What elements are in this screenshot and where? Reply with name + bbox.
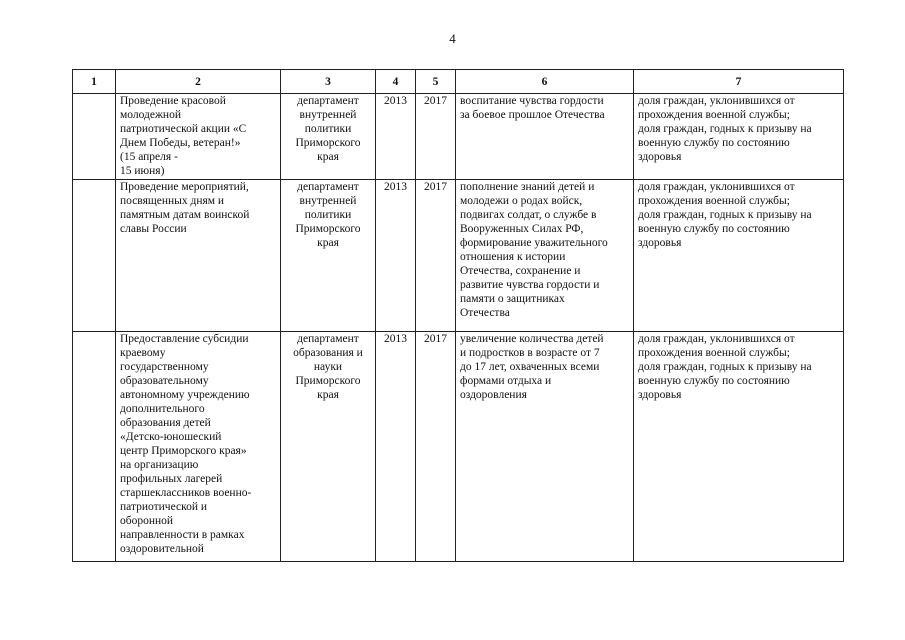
start-year-cell: 2013	[376, 332, 416, 562]
table-row	[73, 180, 844, 332]
activity-cell: Предоставление субсидии краевому государственному образовательному автономному учреждению дополнительного образования детей «Детско-юношеский центр Приморского края» на организацию профильных лагерей старшеклассников военно- патриотической и оборонной направленности в рамках оздоровительной	[116, 332, 281, 562]
column-header-5: 5	[416, 70, 456, 94]
activity-cell: Проведение красовой молодежной патриотической акции «С Днем Победы, ветеран!» (15 апреля - 15 июня)	[116, 94, 281, 180]
end-year-cell: 2017	[416, 332, 456, 562]
column-header-7: 7	[634, 70, 844, 94]
column-header-1: 1	[73, 70, 116, 94]
expected-result-cell: увеличение количества детей и подростков в возрасте от 7 до 17 лет, охваченных всеми формами отдыха и оздоровления	[456, 332, 634, 562]
row-number-cell	[73, 332, 116, 562]
column-header-4: 4	[376, 70, 416, 94]
indicator-cell: доля граждан, уклонившихся от прохождения военной службы; доля граждан, годных к призыву на военную службу по состоянию здоровья	[634, 332, 844, 562]
start-year-cell: 2013	[376, 180, 416, 332]
column-header-6: 6	[456, 70, 634, 94]
expected-result-cell: пополнение знаний детей и молодежи о родах войск, подвигах солдат, о службе в Вооруженных Силах РФ, формирование уважительного отношения к истории Отечества, сохранение и развитие чувства гордости и памяти о защитниках Отечества	[456, 180, 634, 332]
program-table	[72, 69, 844, 562]
end-year-cell: 2017	[416, 94, 456, 180]
start-year-cell: 2013	[376, 94, 416, 180]
responsible-cell: департамент внутренней политики Приморского края	[281, 180, 376, 332]
expected-result-cell: воспитание чувства гордости за боевое прошлое Отечества	[456, 94, 634, 180]
row-number-cell	[73, 94, 116, 180]
table-row	[73, 94, 844, 180]
row-number-cell	[73, 180, 116, 332]
responsible-cell: департамент образования и науки Приморского края	[281, 332, 376, 562]
end-year-cell: 2017	[416, 180, 456, 332]
table-row	[73, 332, 844, 562]
page-number: 4	[449, 31, 456, 46]
responsible-cell: департамент внутренней политики Приморского края	[281, 94, 376, 180]
indicator-cell: доля граждан, уклонившихся от прохождения военной службы; доля граждан, годных к призыву на военную службу по состоянию здоровья	[634, 180, 844, 332]
column-header-3: 3	[281, 70, 376, 94]
column-header-2: 2	[116, 70, 281, 94]
activity-cell: Проведение мероприятий, посвященных дням и памятным датам воинской славы России	[116, 180, 281, 332]
header-row	[73, 70, 844, 94]
indicator-cell: доля граждан, уклонившихся от прохождения военной службы; доля граждан, годных к призыву на военную службу по состоянию здоровья	[634, 94, 844, 180]
